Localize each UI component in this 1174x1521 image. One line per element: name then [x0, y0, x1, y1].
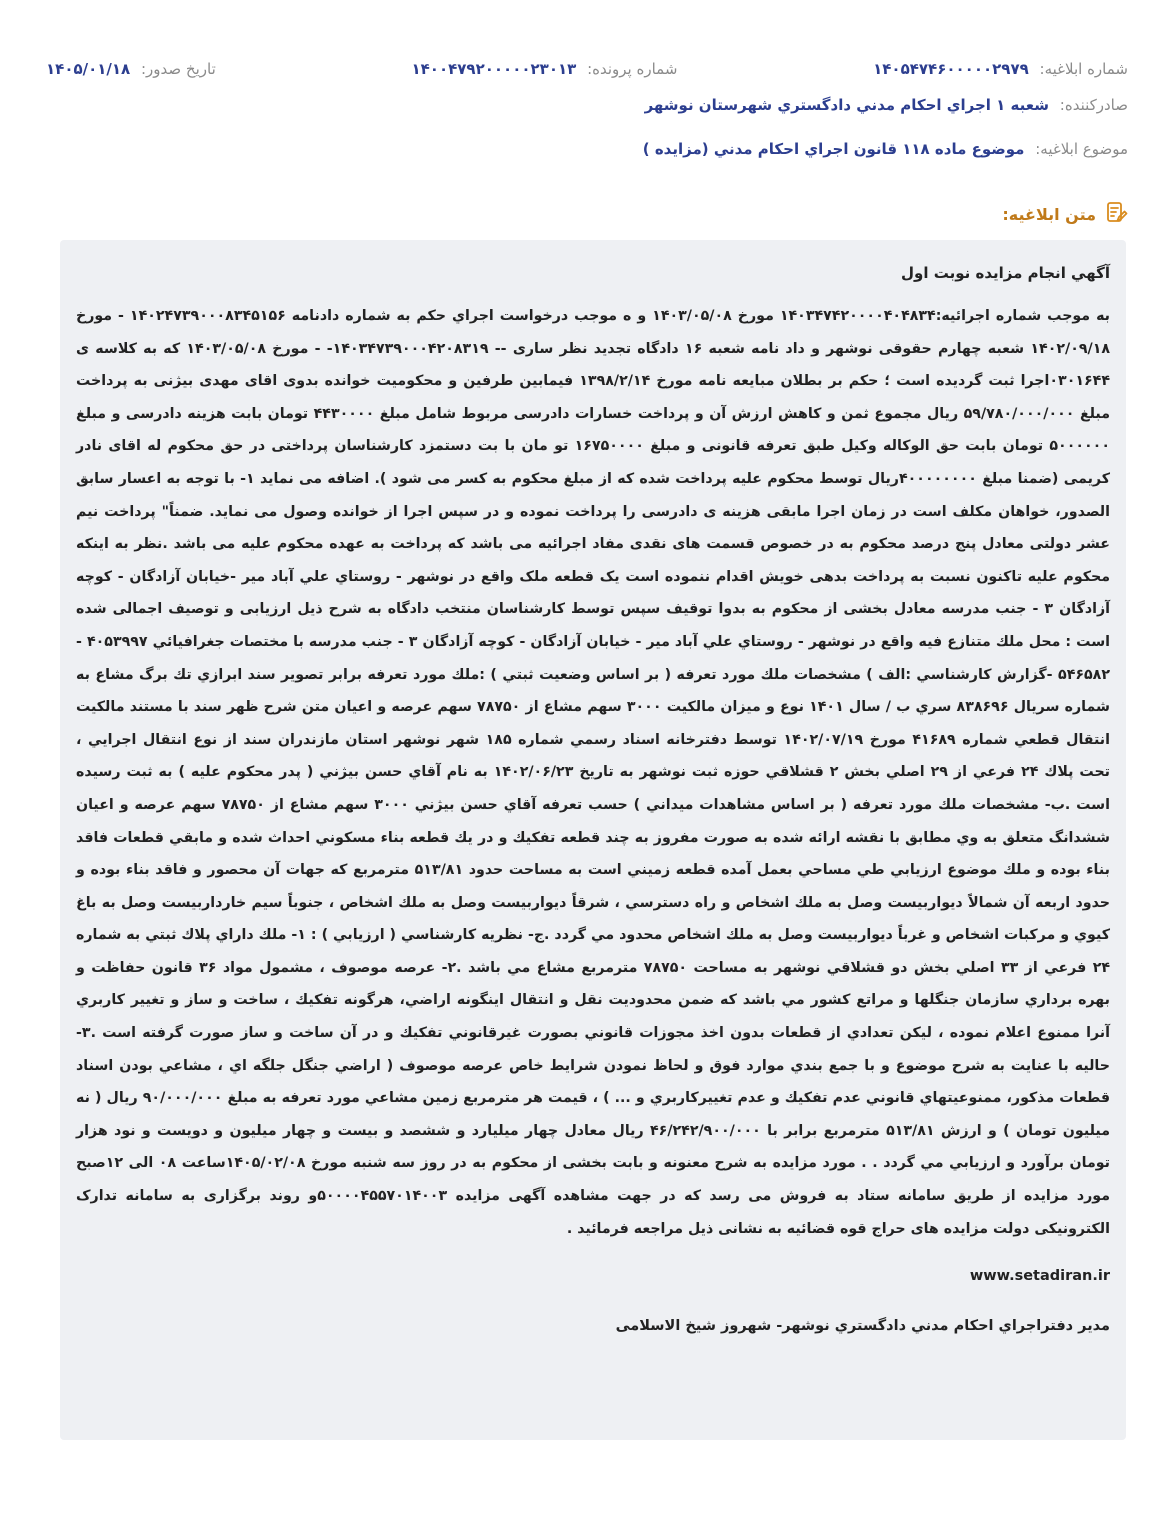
issuer-line — [46, 96, 1128, 126]
notice-title: آگهي انجام مزايده نوبت اول — [901, 264, 1110, 282]
issue-date-label: تاریخ صدور: — [141, 60, 216, 78]
subject-value: موضوع ماده ۱۱۸ قانون اجراي احكام مدني (مزايده ) — [642, 140, 1025, 158]
notice-section-title — [1002, 198, 1128, 230]
issuer-value: شعبه ۱ اجراي احكام مدني دادگستري شهرستان نوشهر — [644, 96, 1049, 114]
setad-link[interactable]: www.setadiran.ir — [969, 1268, 1110, 1285]
case-number-label: شماره پرونده: — [587, 60, 678, 78]
notice-number — [873, 60, 1128, 78]
notice-content-box — [60, 240, 1126, 1440]
notice-signature: مدير دفتراجراي احكام مدني دادگستري نوشهر- شهروز شيخ الاسلامی — [615, 1318, 1110, 1335]
issue-date-value: ۱۴۰۵/۰۱/۱۸ — [46, 60, 131, 78]
subject-line — [46, 140, 1128, 170]
notice-meta-row — [46, 54, 1128, 84]
issuer-label: صادرکننده: — [1059, 96, 1128, 114]
case-number-value: ۱۴۰۰۴۷۹۲۰۰۰۰۰۲۳۰۱۳ — [411, 60, 577, 78]
document-edit-icon — [1104, 200, 1128, 228]
notice-number-value: ۱۴۰۵۴۷۴۶۰۰۰۰۰۲۹۷۹ — [873, 60, 1029, 78]
issue-date — [46, 60, 216, 78]
case-number — [411, 60, 677, 78]
notice-body: به موجب شماره اجرائیه:۱۴۰۳۴۷۴۲۰۰۰۰۴۰۴۸۳۴ مورخ ۱۴۰۳/۰۵/۰۸ و ه موجب درخواست اجراي حكم به شماره دادنامه ۱۴۰۲۴۷۳۹۰۰۰۸۳۴۵۱۵۶ - مورخ ۱۴۰۲/۰۹/۱۸ شعبه چهارم حقوقی نوشهر و داد نامه شعبه ۱۶ دادگاه تجدید نظر ساری -- ۱۴۰۳۴۷۳۹۰۰۰۴۲۰۸۳۱۹- - مورخ ۱۴۰۳/۰۵/۰۸ كه به كلاسه ی ۰۳۰۱۶۴۴اجرا ثبت گرديده است ؛ حکم بر بطلان مبایعه نامه مورخ ۱۳۹۸/۲/۱۴ فیمابین طرفین و محکومیت خوانده بدوی اقای مهدی بیژنی به پرداخت مبلغ ۵۹/۷۸۰/۰۰۰/۰۰۰ ریال مجموع ثمن و کاهش ارزش آن و پرداخت خسارات دادرسی مربوط شامل مبلغ ۴۴۳۰۰۰۰ تومان بابت هزینه دادرسی و مبلغ ۵۰۰۰۰۰۰ تومان بابت حق الوکاله وکیل طبق تعرفه قانونی و مبلغ ۱۶۷۵۰۰۰۰ تو مان با بت دستمزد کارشناسان پرداختی در حق محکوم له اقای نادر کریمی (ضمنا مبلغ ۴۰۰۰۰۰۰۰۰ریال توسط محکوم علیه پرداخت شده که از مبلغ محکوم به کسر می شود ). اضافه می نماید ۱- با توجه به اعسار سابق الصدور، خواهان مکلف است در زمان اجرا مابقی هزینه ی دادرسی را پرداخت نموده و در سپس اجرا از خوانده وصول می نماید. ضمناً" پرداخت نیم عشر دولتی معادل پنج درصد محکوم به در خصوص قسمت های نقدی مفاد اجرائیه می باشد که پرداخت به عهده محکوم علیه می باشد .نظر به اینکه محکوم علیه تاکنون نسبت به پرداخت بدهی خویش اقدام ننموده است یک قطعه ملک واقع در نوشهر - روستاي علي آباد مير -خيابان آزادگان - كوچه آزادگان ۳ - جنب مدرسه معادل بخشی از محکوم به بدوا توقیف سپس توسط کارشناسان منتخب دادگاه به شرح ذیل ارزیابی و توصیف اجمالی شده است : محل ملك متنازع فيه واقع در نوشهر - روستاي علي آباد مير - خيابان آزادگان - كوچه آزادگان ۳ - جنب مدرسه با مختصات جغرافيائي ۴۰۵۳۹۹۷ - ۵۴۶۵۸۲ -گزارش كارشناسي :الف ) مشخصات ملك مورد تعرفه ( بر اساس وضعيت ثبتي ) :ملك مورد تعرفه برابر تصوير سند ابرازي تك برگ مشاع به شماره سريال ۸۳۸۶۹۶ سري ب / سال ۱۴۰۱ نوع و ميزان مالكيت ۳۰۰۰ سهم مشاع از ۷۸۷۵۰ سهم عرصه و اعيان متن شرح ظهر سند با مستند مالكيت انتقال قطعي شماره ۴۱۶۸۹ مورخ ۱۴۰۲/۰۷/۱۹ توسط دفترخانه اسناد رسمي شماره ۱۸۵ شهر نوشهر استان مازندران سند از نوع انتقال اجرايي ، تحت پلاك ۲۴ فرعي از ۲۹ اصلي بخش ۲ قشلاقي حوزه ثبت نوشهر به تاريخ ۱۴۰۲/۰۶/۲۳ به نام آقاي حسن بيژني ( پدر محكوم عليه ) به ثبت رسيده است .ب- مشخصات ملك مورد تعرفه ( بر اساس مشاهدات ميداني ) حسب تعرفه آقاي حسن بيژني ۳۰۰۰ سهم مشاع از ۷۸۷۵۰ سهم عرصه و اعيان ششدانگ متعلق به وي مطابق با نقشه ارائه شده به صورت مفروز به چند قطعه تفكيك و در يك قطعه بناء مسكوني احداث شده و مابقي قطعات فاقد بناء بوده و ملك موضوع ارزيابي طي مساحي بعمل آمده قطعه زميني است به مساحت حدود ۵۱۳/۸۱ مترمربع كه جهات آن محصور و فاقد بناء بوده و حدود اربعه آن شمالاً ديواربيست وصل به ملك اشخاص و راه دسترسي ، شرقاً ديواربيست وصل به ملك اشخاص ، جنوباً سيم خارداربيست وصل به باغ كيوي و مركبات اشخاص و غرباً ديواربيست وصل به ملك اشخاص محدود مي گردد .ج- نظريه كارشناسي ( ارزيابي ) : ۱- ملك داراي پلاك ثبتي به شماره ۲۴ فرعي از ۳۳ اصلي بخش دو قشلاقي نوشهر به مساحت ۷۸۷۵۰ مترمربع مشاع مي باشد .۲- عرصه موصوف ، مشمول مواد ۳۶ قانون حفاظت و بهره برداري سازمان جنگلها و مراتع كشور مي باشد كه ضمن محدوديت نقل و انتقال اينگونه اراضي، هرگونه تفكيك ، ساخت و ساز و تغيير كاربري آنرا ممنوع اعلام نموده ، ليكن تعدادي از قطعات بدون اخذ مجوزات قانوني بصورت غيرقانوني تفكيك و در آن ساخت و ساز صورت گرفته است .۳- حاليه با عنايت به شرح موضوع و با جمع بندي موارد فوق و لحاظ نمودن شرايط خاص عرصه موصوف ( اراضي جنگل جلگه اي ، مشاعي بودن اسناد قطعات مذكور، ممنوعيتهاي قانوني عدم تفكيك و عدم تغييركاربري و ... ) ، قيمت هر مترمربع زمين مشاعي مورد تعرفه به مبلغ ۹۰/۰۰۰/۰۰۰ ريال ( نه ميليون تومان ) و ارزش ۵۱۳/۸۱ مترمربع برابر با ۴۶/۲۴۲/۹۰۰/۰۰۰ ريال معادل چهار ميليارد و ششصد و بيست و چهار ميليون و دويست و نود هزار تومان برآورد و ارزيابي مي گردد . . مورد مزايده به شرح معنونه و بابت بخشی از محکوم به در روز سه شنبه مورخ ۱۴۰۵/۰۲/۰۸ساعت ۰۸ الی ۱۲صبح مورد مزایده از طریق سامانه ستاد به فروش می رسد که در جهت مشاهده آگهی مزایده ۵۰۰۰۰۴۵۵۷۰۱۴۰۰۳و روند برگزاری به سامانه تدارک الکترونیکی دولت مزایده های حراج قوه قضائیه به نشانی ذیل مراجعه فرمائید . — [76, 308, 1111, 1237]
subject-label: موضوع ابلاغیه: — [1035, 140, 1128, 158]
section-title-text: متن ابلاغیه: — [1002, 204, 1096, 224]
notice-number-label: شماره ابلاغیه: — [1039, 60, 1128, 78]
